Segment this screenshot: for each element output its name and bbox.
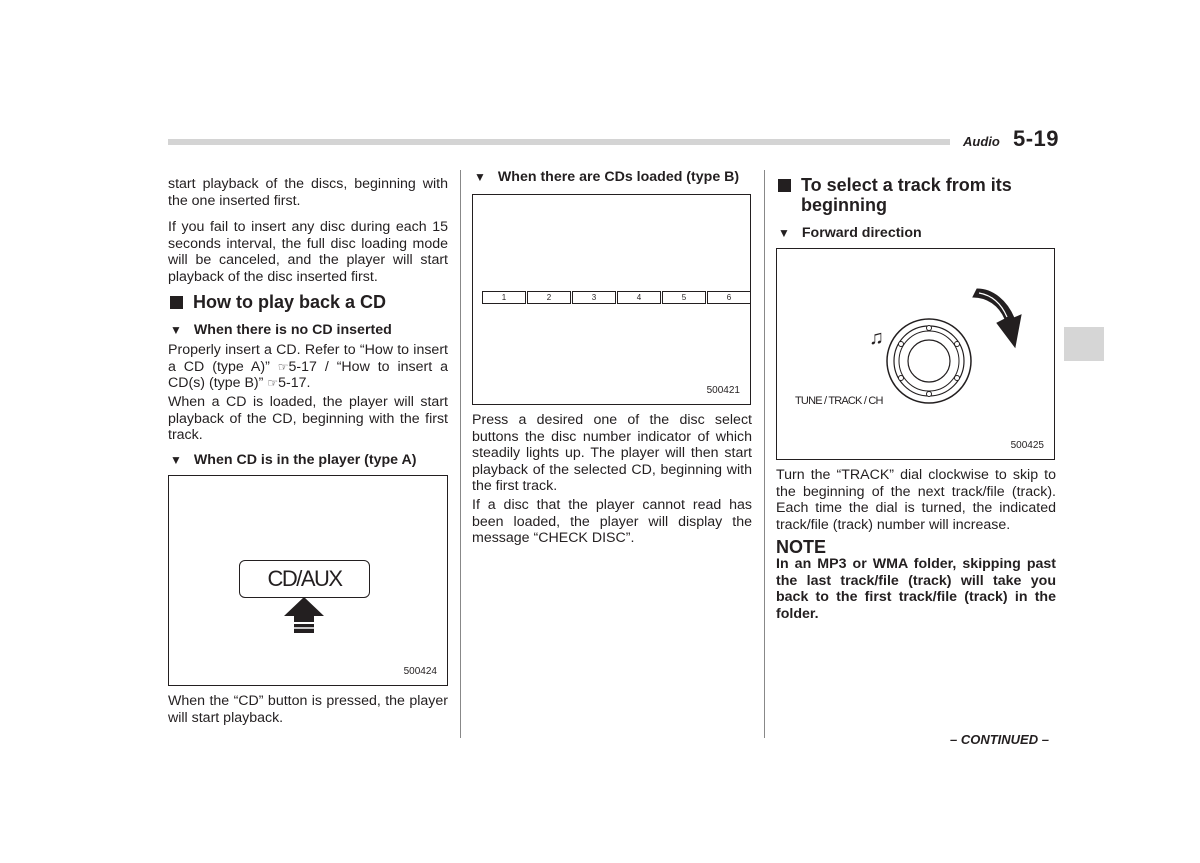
section-title: How to play back a CD	[193, 291, 387, 312]
dial-label: TUNE / TRACK / CH	[795, 395, 883, 407]
paragraph-text: Properly insert a CD. Refer to “How to insert a CD (type A)”	[168, 342, 448, 375]
page-reference: 5-17.	[278, 375, 311, 392]
disc-button-3: 3	[572, 291, 616, 304]
subheading	[472, 169, 752, 186]
subheading	[168, 322, 448, 339]
disc-button-2: 2	[527, 291, 571, 304]
chapter-tab	[1064, 327, 1104, 361]
figure-code: 500425	[1010, 440, 1044, 451]
paragraph: If a disc that the player cannot read has been loaded, the player will display the message “CHECK DISC”.	[472, 496, 752, 547]
music-note-icon: ♫	[869, 327, 884, 349]
figure-cd-button	[168, 475, 448, 686]
section-title: To select a track from its beginning	[801, 175, 1012, 215]
clockwise-arrow-icon	[969, 287, 1025, 349]
figure-disc-select	[472, 194, 751, 405]
continued-label: – CONTINUED –	[950, 732, 1049, 747]
disc-button-6: 6	[707, 291, 751, 304]
section-heading	[168, 292, 448, 312]
column-1	[168, 176, 448, 468]
paragraph-text: / “How to insert a CD(s) (type B)”	[168, 358, 448, 392]
column-1-bottom	[168, 693, 448, 726]
column-3	[776, 467, 1056, 622]
section-name: Audio	[963, 134, 1000, 149]
figure-track-dial	[776, 248, 1055, 460]
disc-button-1: 1	[482, 291, 526, 304]
cd-aux-button-illustration: CD/AUX	[239, 560, 370, 598]
page-number: 5-19	[1013, 126, 1060, 151]
column-3-heading	[776, 175, 1056, 242]
column-2	[472, 412, 752, 547]
disc-button-5: 5	[662, 291, 706, 304]
disc-button-4: 4	[617, 291, 661, 304]
header-rule	[168, 139, 950, 145]
subheading-text: Forward direction	[801, 225, 922, 241]
disc-select-buttons	[482, 291, 751, 304]
column-2-heading	[472, 169, 752, 186]
paragraph: start playback of the discs, beginning with the one inserted first.	[168, 176, 448, 209]
paragraph: When the “CD” button is pressed, the player will start playback.	[168, 693, 448, 726]
page-reference: 5-17	[288, 358, 317, 375]
track-dial-icon	[885, 317, 973, 405]
subheading-text: When CD is in the player (type A)	[193, 451, 417, 468]
paragraph	[168, 342, 448, 392]
subheading	[776, 225, 1056, 242]
section-heading	[776, 175, 1056, 215]
column-divider	[460, 170, 461, 738]
paragraph: When a CD is loaded, the player will start playback of the CD, beginning with the first track.	[168, 393, 448, 444]
paragraph: Press a desired one of the disc select buttons the disc number indicator of which steadily lights up. The player will then start playback of the selected CD, beginning with the first track.	[472, 412, 752, 495]
reference-icon: ☞	[277, 359, 289, 374]
square-bullet-icon	[170, 296, 183, 309]
triangle-bullet-icon: ▼	[778, 226, 790, 240]
up-arrow-icon	[283, 596, 325, 634]
triangle-bullet-icon: ▼	[170, 452, 182, 467]
paragraph: Turn the “TRACK” dial clockwise to skip to the beginning of the next track/file (track). Each time the dial is turned, the indicated track/file (track) number will increase.	[776, 467, 1056, 533]
square-bullet-icon	[778, 179, 791, 192]
triangle-bullet-icon: ▼	[474, 170, 486, 184]
figure-code: 500424	[403, 666, 437, 677]
reference-icon: ☞	[267, 376, 279, 391]
subheading-text: When there are CDs loaded (type B)	[497, 169, 740, 185]
column-divider	[764, 170, 765, 738]
paragraph: If you fail to insert any disc during each 15 seconds interval, the full disc loading mode will be canceled, and the player will start playback of the disc inserted first.	[168, 219, 448, 285]
triangle-bullet-icon: ▼	[170, 322, 182, 337]
subheading-text: When there is no CD inserted	[193, 321, 392, 338]
figure-code: 500421	[706, 385, 740, 396]
note-text: In an MP3 or WMA folder, skipping past the last track/file (track) will take you back to the first track/file (track) in the folder.	[776, 555, 1056, 622]
subheading	[168, 452, 448, 469]
note-heading: NOTE	[776, 537, 827, 558]
